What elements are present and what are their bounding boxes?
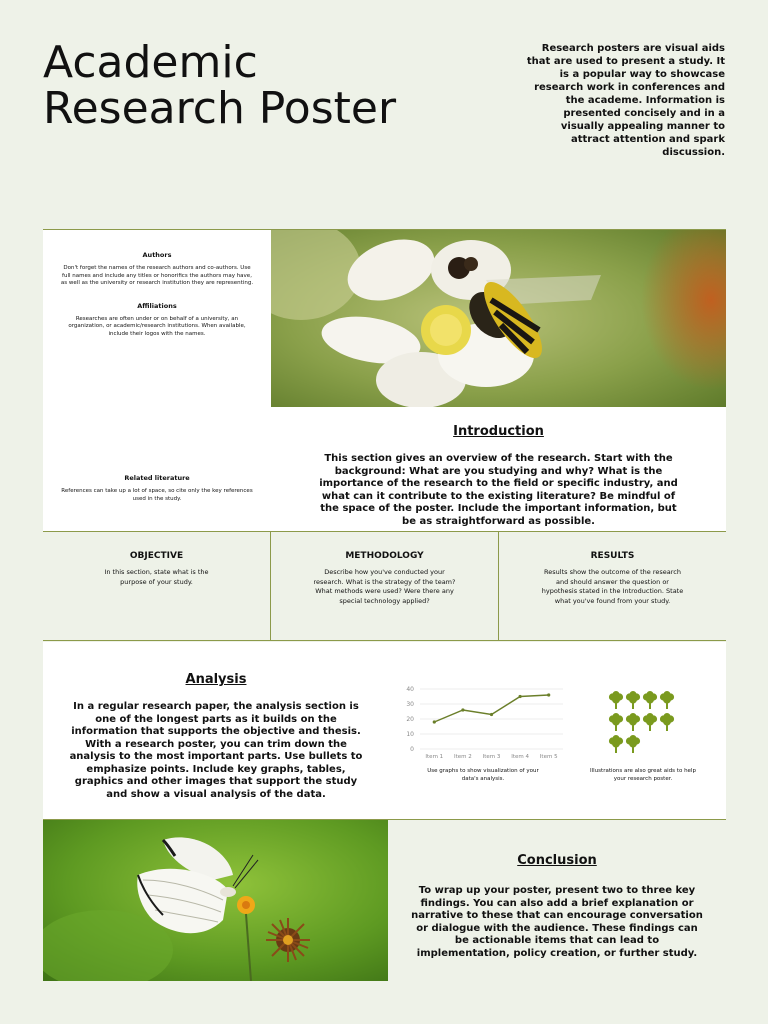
introduction-text: This section gives an overview of the research. Start with the background: What are you studying and why? What is the importance of the research to the field or specific industry, and what can it contribute to the existing literature? Be mindful of the space of the poster. Include the important information, but be as straightforward as possible. — [319, 453, 678, 527]
chart-y-tick-label: 0 — [410, 746, 414, 753]
objective-text: In this section, state what is the purpose of your study. — [104, 568, 209, 586]
title-line-1: Academic — [43, 37, 258, 88]
hoverfly-illustration — [271, 230, 726, 407]
analysis-line-chart — [398, 684, 568, 764]
results-heading: RESULTS — [590, 551, 635, 561]
analysis-text: In a regular research paper, the analysis section is one of the longest parts as it builds on the information that supports the objective and thesis. With a research poster, you can trim down the analysis to the most important parts. Use bullets to emphasize points. Include key graphs, tables, graphics and other images that support the study and show a visual analysis of the data. — [69, 701, 363, 800]
results-text: Results show the outcome of the research and should answer the question or hypothesis stated in the Introduction. State what you've found from your study. — [541, 568, 684, 605]
authors-text: Don't forget the names of the research authors and co-authors. Use full names and include any titles or honorifics the authors may have, as well as the university or research institution they are representing. — [60, 265, 254, 286]
affiliations-text: Researches are often under or on behalf of a university, an organization, or academic/research institutions. When available, include their logos with the names. — [68, 315, 246, 337]
tree-icon — [608, 713, 624, 731]
chart-x-tick-label: Item 4 — [511, 754, 529, 760]
icons-caption: Illustrations are also great aids to help your research poster. — [590, 768, 696, 782]
methodology-text: Describe how you've conducted your research. What is the strategy of the team? What methods were used? Were there any special technology applied? — [313, 568, 456, 605]
authors-heading: Authors — [142, 251, 172, 259]
methodology-cell — [271, 532, 498, 640]
poster-description: Research posters are visual aids that are used to present a study. It is a popular way to showcase research work in conferences and the academe. Information is presented concisely and in a visually appealing manner to attract attention and spark discussion. — [526, 43, 725, 158]
literature-heading: Related literature — [124, 474, 190, 482]
tree-icon — [625, 713, 641, 731]
tree-icon-grid — [608, 691, 680, 757]
chart-x-tick-label: Item 1 — [425, 754, 444, 760]
authors-panel — [43, 230, 271, 531]
objective-heading: OBJECTIVE — [129, 551, 184, 561]
tree-icon — [659, 691, 675, 709]
conclusion-text: To wrap up your poster, present two to three key findings. You can also add a brief explanation or narrative to these that can encourage conversation or dialogue with the audience. These findings can be actionable items that can lead to implementation, policy creation, or further study. — [411, 885, 703, 959]
introduction-section — [271, 407, 726, 531]
affiliations-heading: Affiliations — [137, 301, 177, 310]
chart-y-tick-label: 10 — [406, 731, 414, 738]
chart-data-point — [519, 695, 522, 698]
butterfly-photo — [43, 820, 388, 981]
butterfly-illustration — [43, 820, 388, 981]
chart-y-tick-label: 20 — [406, 716, 414, 723]
chart-series-line — [434, 695, 548, 722]
chart-x-tick-label: Item 5 — [539, 754, 558, 760]
chart-data-point — [461, 708, 464, 711]
chart-data-point — [547, 693, 550, 696]
objective-cell — [43, 532, 270, 640]
tree-icon — [608, 735, 624, 753]
chart-caption: Use graphs to show visualization of your data's analysis. — [427, 768, 539, 782]
tree-icon — [659, 713, 675, 731]
poster-title — [43, 37, 463, 134]
chart-data-point — [433, 720, 436, 723]
chart-data-point — [490, 713, 493, 716]
conclusion-heading: Conclusion — [517, 853, 597, 868]
results-cell — [499, 532, 726, 640]
title-line-2: Research Poster — [43, 83, 397, 134]
analysis-heading: Analysis — [185, 672, 247, 687]
chart-x-tick-label: Item 3 — [482, 754, 501, 760]
hoverfly-flower-photo — [271, 230, 726, 407]
tree-icon — [625, 735, 641, 753]
tree-icon — [642, 691, 658, 709]
tree-icon — [625, 691, 641, 709]
divider-mid-2 — [43, 640, 726, 641]
tree-icon — [608, 691, 624, 709]
chart-y-tick-label: 40 — [406, 686, 414, 693]
conclusion-section — [388, 820, 726, 981]
literature-text: References can take up a lot of space, so cite only the key references used in the study. — [61, 488, 253, 502]
methodology-heading: METHODOLOGY — [345, 551, 424, 561]
introduction-heading: Introduction — [453, 424, 544, 439]
analysis-section — [43, 642, 726, 819]
chart-y-tick-label: 30 — [406, 701, 414, 708]
chart-x-tick-label: Item 2 — [454, 754, 472, 760]
tree-icon — [642, 713, 658, 731]
